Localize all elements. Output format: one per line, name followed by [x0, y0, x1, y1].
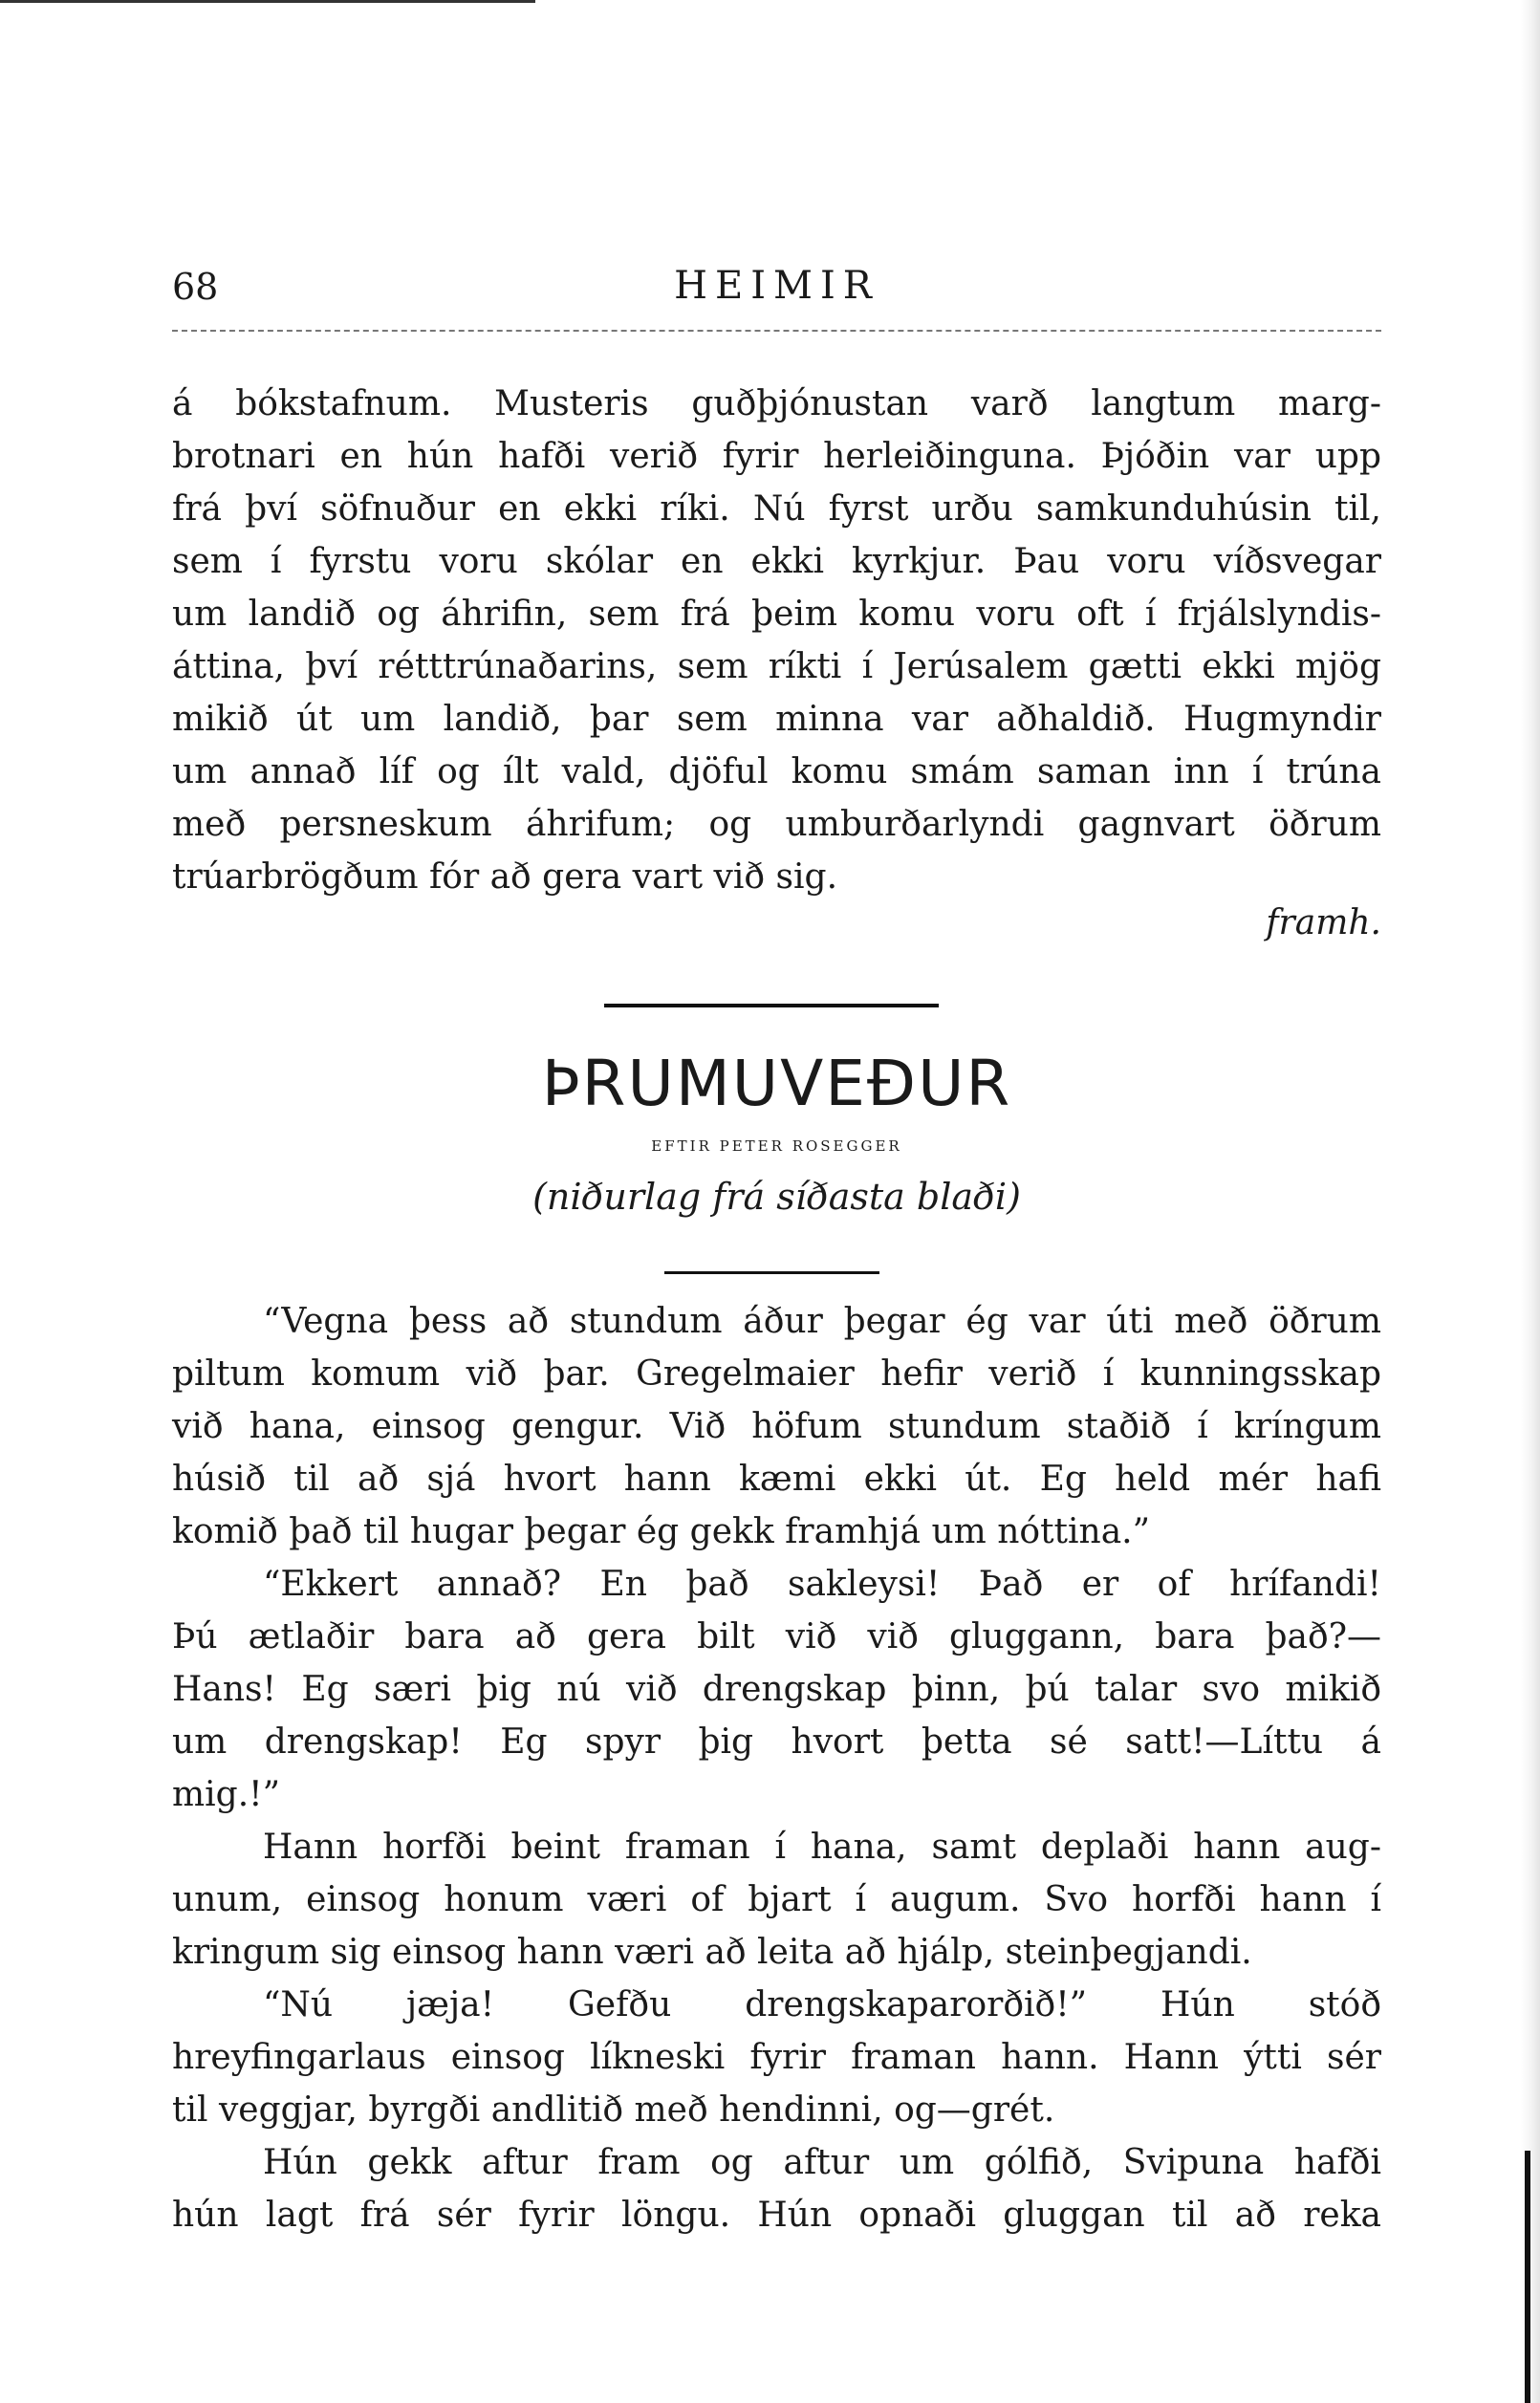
text-line: Hann horfði beint framan í hana, samt deplaði hann aug- [263, 1828, 1381, 1867]
page-number: 68 [172, 266, 219, 308]
article-title: ÞRUMUVEÐUR [541, 1047, 1012, 1120]
text-line: mig.!” [172, 1775, 281, 1814]
subtitle-divider [664, 1271, 879, 1274]
text-line: piltum komum við þar. Gregelmaier hefir verið í kunningsskap [172, 1354, 1381, 1394]
text-line: trúarbrögðum fór að gera vart við sig. [172, 857, 838, 897]
previous-article-text [172, 378, 1381, 903]
header-rule [172, 330, 1381, 332]
text-line: Hans! Eg særi þig nú við drengskap þinn, þú talar svo mikið [172, 1670, 1381, 1709]
text-line: húsið til að sjá hvort hann kæmi ekki út. Eg held mér hafi [172, 1460, 1381, 1499]
running-head [172, 258, 1381, 315]
text-line: komið það til hugar þegar ég gekk framhjá um nóttina.” [172, 1512, 1151, 1551]
text-line: brotnari en hún hafði verið fyrir herleiðinguna. Þjóðin var upp [172, 437, 1381, 476]
section-divider [604, 1004, 939, 1007]
text-line: hreyfingarlaus einsog líkneski fyrir framan hann. Hann ýtti sér [172, 2038, 1381, 2077]
text-line: kringum sig einsog hann væri að leita að hjálp, steinþegjandi. [172, 1933, 1252, 1972]
article-body [172, 1295, 1381, 2241]
text-line: við hana, einsog gengur. Við höfum stundum staðið í kríngum [172, 1407, 1381, 1446]
text-line: “Nú jæja! Gefðu drengskaparorðið!” Hún stóð [263, 1985, 1381, 2024]
binding-edge-mark [1525, 2151, 1530, 2403]
text-line: Þú ætlaðir bara að gera bilt við við gluggann, bara það?— [172, 1617, 1381, 1656]
text-line: til veggjar, byrgði andlitið með hendinni, og—grét. [172, 2090, 1055, 2130]
continued-note: framh. [1266, 903, 1381, 942]
text-line: hún lagt frá sér fyrir löngu. Hún opnaði gluggan til að reka [172, 2196, 1381, 2235]
journal-title: HEIMIR [674, 264, 879, 308]
top-edge-rule [0, 0, 535, 3]
text-line: “Ekkert annað? En það sakleysi! Það er of hrífandi! [263, 1565, 1381, 1604]
page-edge-shadow [1521, 0, 1540, 2403]
text-line: unum, einsog honum væri of bjart í augum. Svo horfði hann í [172, 1880, 1381, 1919]
text-line: um drengskap! Eg spyr þig hvort þetta sé satt!—Líttu á [172, 1722, 1381, 1762]
text-line: um landið og áhrifin, sem frá þeim komu voru oft í frjálslyndis- [172, 595, 1381, 634]
text-line: frá því söfnuður en ekki ríki. Nú fyrst urðu samkunduhúsin til, [172, 489, 1381, 529]
text-line: á bókstafnum. Musteris guðþjónustan varð langtum marg- [172, 384, 1381, 423]
text-line: mikið út um landið, þar sem minna var aðhaldið. Hugmyndir [172, 700, 1381, 739]
text-line: áttina, því rétttrúnaðarins, sem ríkti í Jerúsalem gætti ekki mjög [172, 647, 1381, 686]
article-byline: EFTIR PETER ROSEGGER [651, 1137, 902, 1155]
text-line: með persneskum áhrifum; og umburðarlyndi gagnvart öðrum [172, 805, 1381, 844]
text-line: “Vegna þess að stundum áður þegar ég var úti með öðrum [263, 1302, 1381, 1341]
text-line: um annað líf og ílt vald, djöful komu smám saman inn í trúna [172, 752, 1381, 791]
article-subtitle: (niðurlag frá síðasta blaði) [532, 1176, 1021, 1218]
text-line: Hún gekk aftur fram og aftur um gólfið, Svipuna hafði [263, 2143, 1381, 2182]
text-line: sem í fyrstu voru skólar en ekki kyrkjur. Þau voru víðsvegar [172, 542, 1381, 581]
